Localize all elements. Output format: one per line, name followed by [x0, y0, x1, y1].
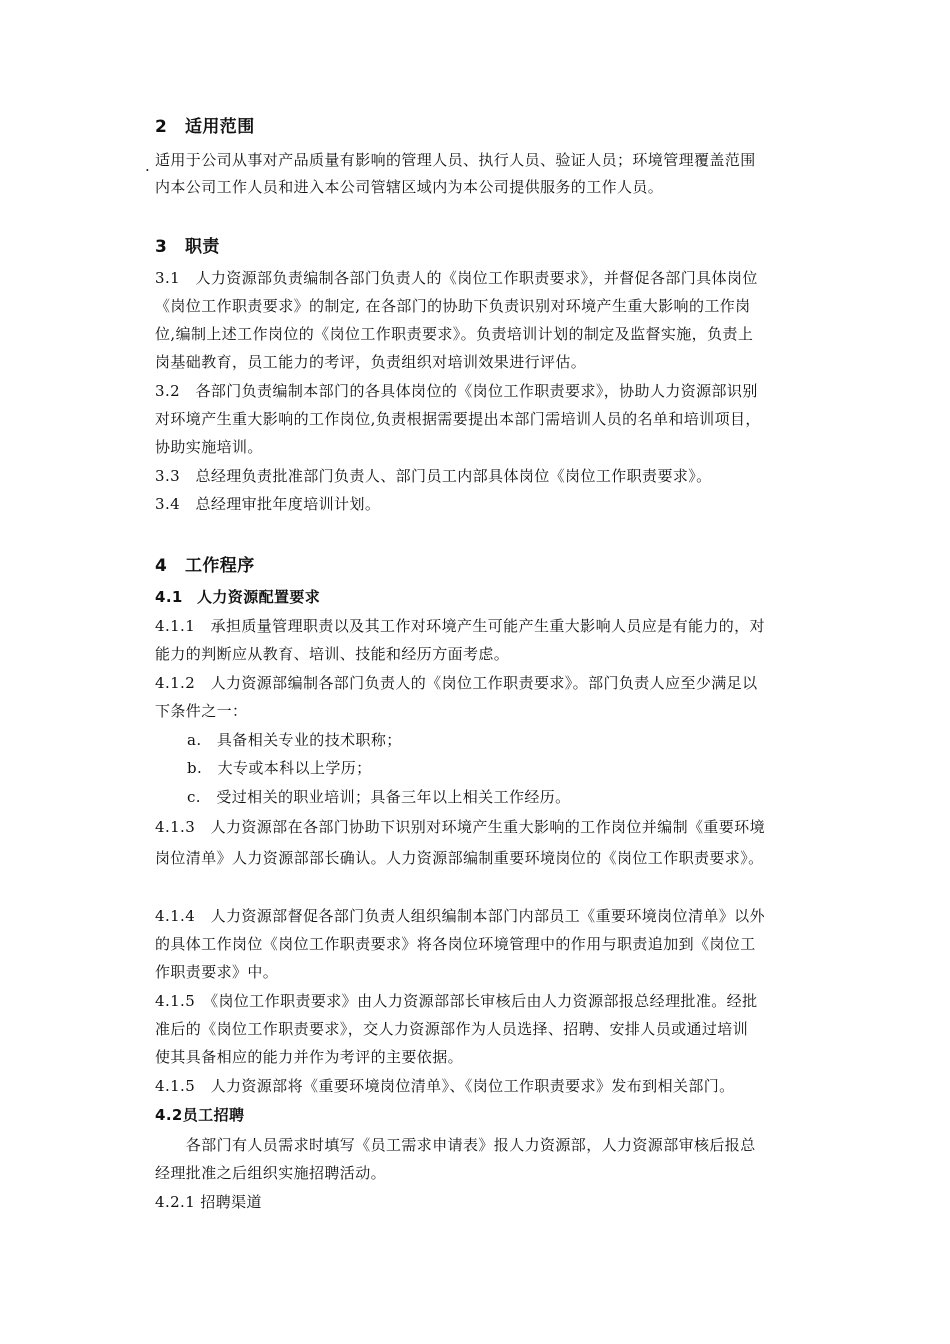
paragraph-line: 下条件之一：: [155, 702, 248, 720]
section-2-heading: 2 适用范围: [155, 117, 255, 137]
paragraph-line: 内本公司工作人员和进入本公司管辖区域内为本公司提供服务的工作人员。: [155, 178, 664, 196]
paragraph-line: 对环境产生重大影响的工作岗位,负责根据需要提出本部门需培训人员的名单和培训项目，: [155, 410, 761, 428]
paragraph-line: 岗基础教育，员工能力的考评，负责组织对培训效果进行评估。: [155, 353, 587, 371]
paragraph-line: 协助实施培训。: [155, 438, 263, 456]
section-4-2-heading: 4.2员工招聘: [155, 1106, 245, 1124]
paragraph-line: 位,编制上述工作岗位的《岗位工作职责要求》。负责培训计划的制定及监督实施，负责上: [155, 325, 754, 343]
paragraph-line: 准后的《岗位工作职责要求》，交人力资源部作为人员选择、招聘、安排人员或通过培训: [155, 1020, 749, 1038]
paragraph-line: 4.1.2 人力资源部编制各部门负责人的《岗位工作职责要求》。部门负责人应至少满足以: [155, 674, 758, 692]
paragraph-line: 各部门有人员需求时填写《员工需求申请表》报人力资源部，人力资源部审核后报总: [155, 1136, 756, 1154]
paragraph-line: 3.1 人力资源部负责编制各部门负责人的《岗位工作职责要求》，并督促各部门具体岗位: [155, 269, 758, 287]
paragraph-line: 4.1.5 人力资源部将《重要环境岗位清单》、《岗位工作职责要求》发布到相关部门。: [155, 1077, 735, 1095]
paragraph-line: 经理批准之后组织实施招聘活动。: [155, 1164, 387, 1182]
paragraph-line: 4.1.3 人力资源部在各部门协助下识别对环境产生重大影响的工作岗位并编制《重要环境: [155, 818, 765, 836]
paragraph-line: 4.1.5 《岗位工作职责要求》由人力资源部部长审核后由人力资源部报总经理批准。经批: [155, 992, 758, 1010]
section-4-heading: 4 工作程序: [155, 556, 255, 576]
paragraph-line: 岗位清单》人力资源部部长确认。人力资源部编制重要环境岗位的《岗位工作职责要求》。: [155, 849, 764, 867]
paragraph-line: 3.2 各部门负责编制本部门的各具体岗位的《岗位工作职责要求》，协助人力资源部识别: [155, 382, 758, 400]
paragraph-line: 《岗位工作职责要求》的制定, 在各部门的协助下负责识别对环境产生重大影响的工作岗: [155, 297, 751, 315]
section-3-heading: 3 职责: [155, 237, 220, 257]
paragraph-line: 4.1.4 人力资源部督促各部门负责人组织编制本部门内部员工《重要环境岗位清单》以外: [155, 907, 765, 925]
paragraph-line: 4.2.1 招聘渠道: [155, 1193, 262, 1211]
section-4-1-heading: 4.1 人力资源配置要求: [155, 588, 321, 606]
paragraph-line: 4.1.1 承担质量管理职责以及其工作对环境产生可能产生重大影响人员应是有能力的，对: [155, 617, 765, 635]
paragraph-line: 能力的判断应从教育、培训、技能和经历方面考虑。: [155, 645, 510, 663]
paragraph-line: 使其具备相应的能力并作为考评的主要依据。: [155, 1048, 464, 1066]
list-item: b. 大专或本科以上学历；: [187, 759, 372, 777]
paragraph-line: 的具体工作岗位《岗位工作职责要求》将各岗位环境管理中的作用与职责追加到《岗位工: [155, 935, 756, 953]
list-item: c. 受过相关的职业培训；具备三年以上相关工作经历。: [187, 788, 571, 806]
paragraph-line: 作职责要求》中。: [155, 963, 279, 981]
paragraph-line: 3.4 总经理审批年度培训计划。: [155, 495, 381, 513]
paragraph-line: 3.3 总经理负责批准部门负责人、部门员工内部具体岗位《岗位工作职责要求》。: [155, 467, 712, 485]
stray-dot: .: [145, 157, 150, 175]
paragraph-line: 适用于公司从事对产品质量有影响的管理人员、执行人员、验证人员；环境管理覆盖范围: [155, 151, 756, 169]
list-item: a. 具备相关专业的技术职称；: [187, 731, 402, 749]
